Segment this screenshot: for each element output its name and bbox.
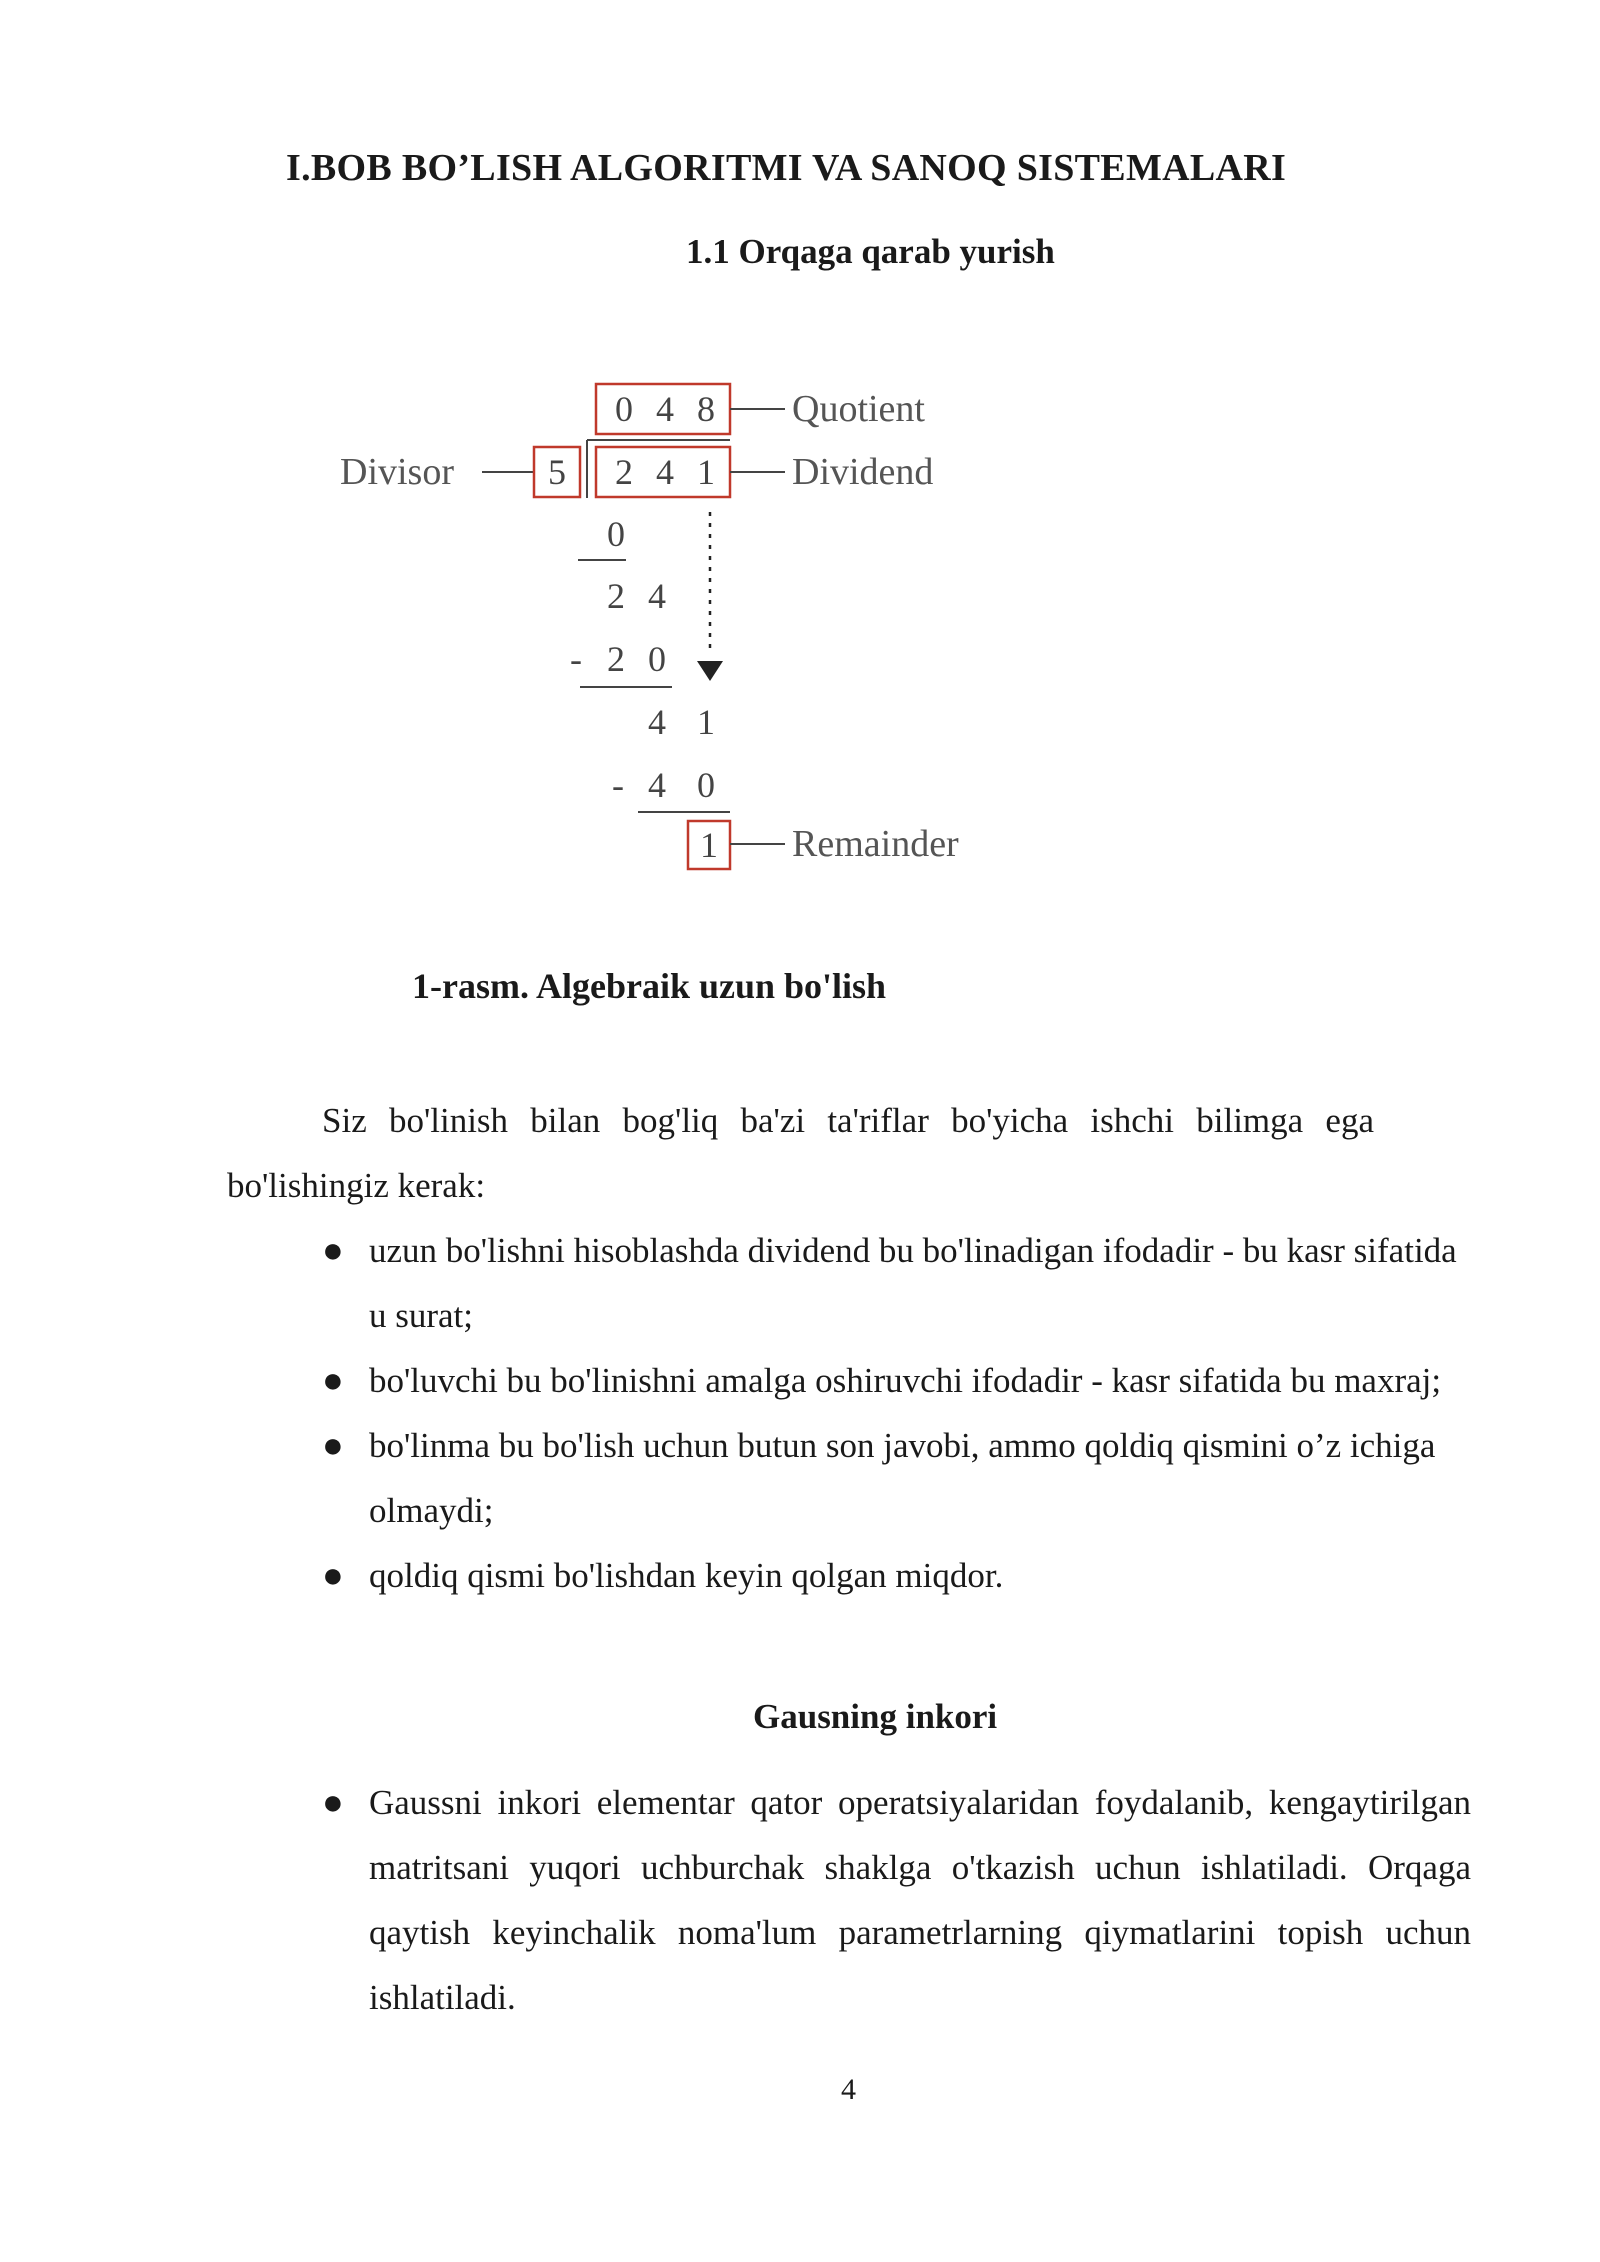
section-title: 1.1 Orqaga qarab yurish: [686, 232, 1055, 271]
quotient-digit: 8: [697, 389, 715, 429]
step-value: 2: [607, 639, 625, 679]
figure-caption: 1-rasm. Algebraik uzun bo'lish: [412, 966, 887, 1006]
bullet-icon: ●: [322, 1782, 344, 1822]
step-value: 2: [607, 576, 625, 616]
chapter-title: I.BOB BO’LISH ALGORITMI VA SANOQ SISTEMALARI: [286, 147, 1287, 189]
step-value: 4: [648, 702, 666, 742]
list-item: [322, 1348, 1469, 1413]
step-value: 4: [648, 765, 666, 805]
divisor-label: Divisor: [340, 451, 454, 493]
quotient-digit: 4: [656, 389, 674, 429]
step-value: 1: [697, 702, 715, 742]
step-value: 0: [607, 514, 625, 554]
list-item: [322, 1413, 1469, 1543]
arrow-head-icon: [697, 661, 723, 681]
definitions-list: [322, 1218, 1469, 1608]
gauss-heading: Gausning inkori: [753, 1697, 998, 1736]
quotient-label: Quotient: [792, 388, 925, 430]
step-value: 0: [697, 765, 715, 805]
list-item-text: Gaussni inkori elementar qator operatsiyalaridan foydalanib, kengaytirilgan matritsani yuqori uchburchak shaklga o'tkazish uchun ishlatiladi. Orqaga qaytish keyinchalik noma'lum parametrlarning qiymatlarini topish uchun ishlatiladi.: [369, 1783, 1471, 2017]
bullet-icon: ●: [322, 1425, 344, 1465]
remainder-label: Remainder: [792, 823, 959, 865]
list-item: [322, 1543, 1469, 1608]
step-value: 4: [648, 576, 666, 616]
bullet-icon: ●: [322, 1555, 344, 1595]
bullet-icon: ●: [322, 1360, 344, 1400]
minus-sign: -: [612, 765, 624, 805]
list-item-text: bo'linma bu bo'lish uchun butun son javobi, ammo qoldiq qismini o’z ichiga olmaydi;: [369, 1426, 1436, 1530]
dividend-digit: 1: [697, 452, 715, 492]
dividend-label: Dividend: [792, 451, 934, 493]
long-division-figure: [320, 370, 1020, 880]
dividend-digit: 2: [615, 452, 633, 492]
page-number: 4: [841, 2073, 856, 2106]
list-item-text: qoldiq qismi bo'lishdan keyin qolgan miqdor.: [369, 1556, 1004, 1595]
intro-paragraph: Siz bo'linish bilan bog'liq ba'zi ta'riflar bo'yicha ishchi bilimga ega bo'lishingiz kerak:: [227, 1101, 1374, 1205]
dividend-digit: 4: [656, 452, 674, 492]
gauss-list: [322, 1770, 1471, 2030]
divisor-value: 5: [548, 452, 566, 492]
step-value: 0: [648, 639, 666, 679]
minus-sign: -: [570, 639, 582, 679]
remainder-value: 1: [700, 825, 718, 865]
list-item-text: bo'luvchi bu bo'linishni amalga oshiruvchi ifodadir - kasr sifatida bu maxraj;: [369, 1361, 1442, 1400]
list-item: [322, 1770, 1471, 2030]
list-item-text: uzun bo'lishni hisoblashda dividend bu bo'linadigan ifodadir - bu kasr sifatida u surat;: [369, 1231, 1457, 1335]
quotient-digit: 0: [615, 389, 633, 429]
bullet-icon: ●: [322, 1230, 344, 1270]
list-item: [322, 1218, 1469, 1348]
